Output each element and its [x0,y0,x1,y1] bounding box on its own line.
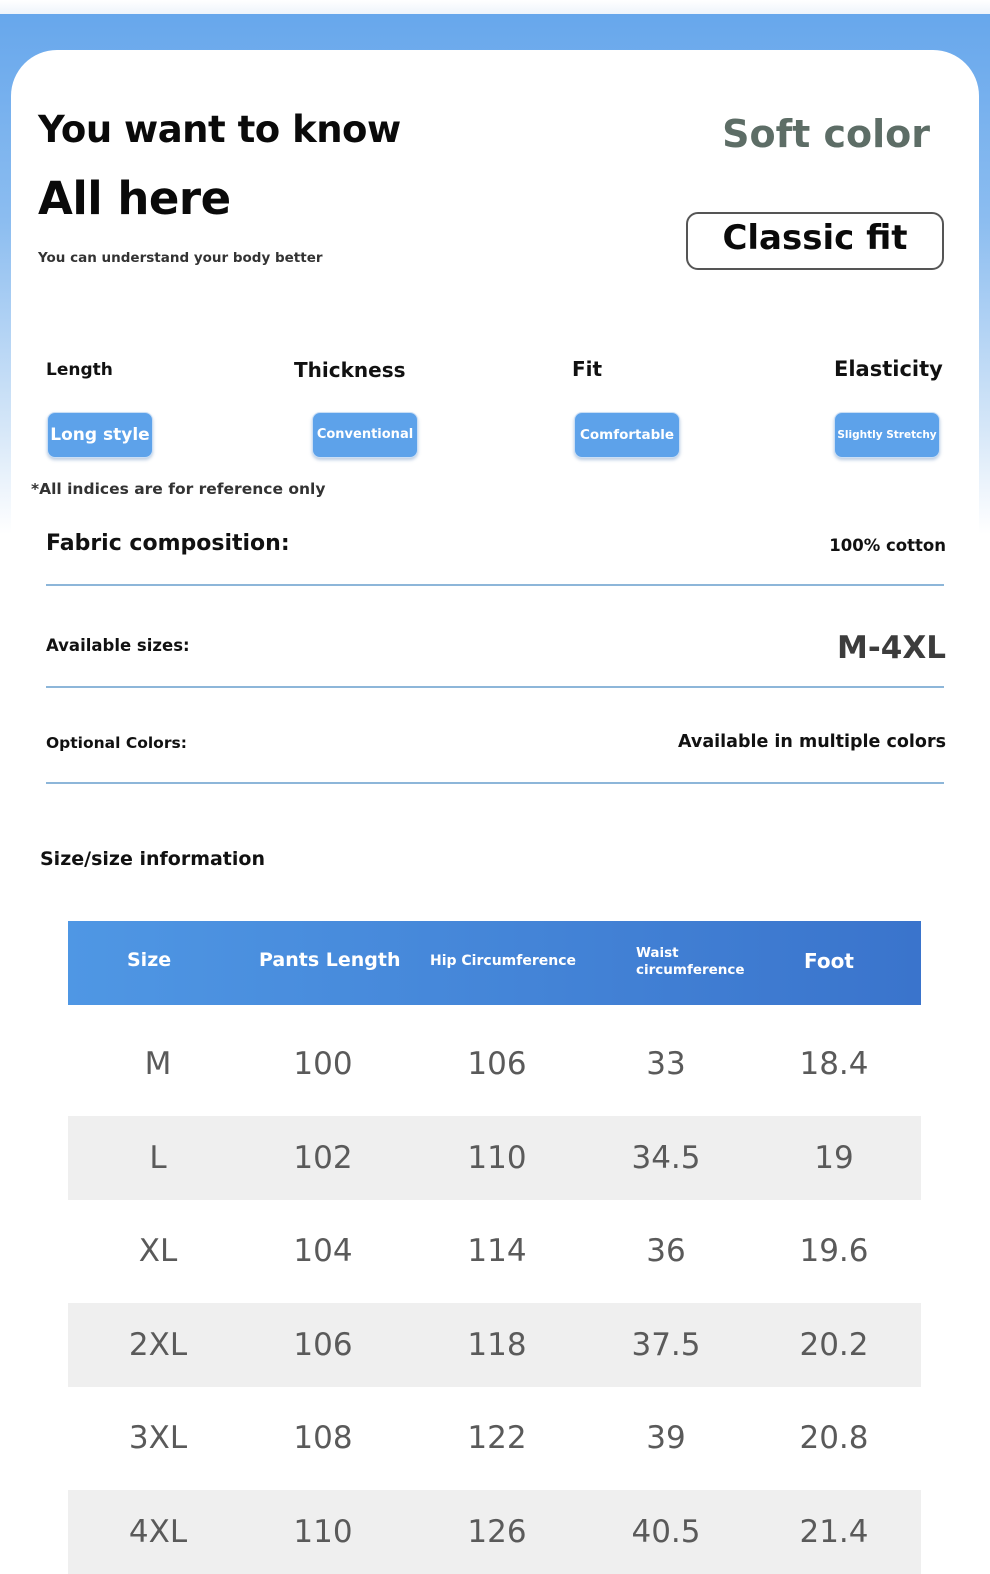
table-row [68,1303,921,1387]
size-section-heading: Size/size information [40,848,265,870]
cell-foot: 21.4 [799,1514,869,1550]
col-header-foot: Foot [804,949,854,973]
cell-hip: 110 [467,1139,527,1176]
table-row [68,1209,921,1293]
attr-value-fit: Comfortable [574,412,680,458]
title-line-1: You want to know [38,108,401,151]
cell-pants-length: 106 [293,1326,353,1363]
cell-size: XL [138,1233,178,1270]
cell-waist: 37.5 [631,1326,701,1363]
cell-size: 4XL [128,1514,188,1550]
top-strip [0,0,990,14]
divider [46,584,944,586]
table-row [68,1022,921,1106]
size-table-header [68,921,921,1005]
cell-pants-length: 104 [293,1233,353,1270]
detail-value-colors: Available in multiple colors [678,732,946,752]
cell-foot: 20.8 [799,1420,869,1457]
fit-badge: Classic fit [686,212,944,270]
attr-label-fit: Fit [572,357,603,381]
attr-label-elasticity: Elasticity [834,357,943,381]
cell-waist: 34.5 [631,1139,701,1176]
attr-label-thickness: Thickness [294,358,406,382]
cell-waist: 33 [646,1046,686,1082]
cell-waist: 39 [646,1420,686,1457]
reference-note: *All indices are for reference only [31,480,326,498]
cell-size: 3XL [128,1420,188,1457]
divider [46,686,944,688]
cell-hip: 126 [467,1514,527,1550]
cell-foot: 20.2 [799,1326,869,1363]
col-header-waist: Waist circumference [636,945,745,978]
table-row [68,1116,921,1200]
table-row [68,1396,921,1480]
attr-value-elasticity: Slightly Stretchy [834,412,940,458]
detail-value-fabric: 100% cotton [829,536,946,555]
cell-foot: 18.4 [799,1046,869,1082]
cell-pants-length: 110 [293,1514,353,1550]
cell-pants-length: 102 [293,1139,353,1176]
cell-waist: 36 [646,1233,686,1270]
detail-value-sizes: M-4XL [837,630,946,666]
title-line-2: All here [38,172,231,225]
cell-size: L [149,1139,167,1176]
detail-label-fabric: Fabric composition: [46,531,290,556]
cell-foot: 19.6 [799,1233,869,1270]
cell-hip: 106 [467,1046,527,1082]
col-header-size: Size [127,949,172,971]
detail-label-sizes: Available sizes: [46,636,190,655]
attr-label-length: Length [46,360,113,380]
cell-hip: 122 [467,1420,527,1457]
cell-size: 2XL [128,1326,188,1363]
tagline-soft-color: Soft color [722,112,930,156]
subtitle: You can understand your body better [38,250,323,266]
cell-waist: 40.5 [631,1514,701,1550]
cell-hip: 114 [467,1233,527,1270]
divider [46,782,944,784]
cell-size: M [144,1046,172,1082]
cell-foot: 19 [814,1139,854,1176]
col-header-hip: Hip Circumference [430,953,576,969]
col-header-pants-length: Pants Length [259,949,401,971]
cell-pants-length: 108 [293,1420,353,1457]
attr-value-length: Long style [47,412,153,458]
cell-hip: 118 [467,1326,527,1363]
table-row [68,1490,921,1574]
attr-value-thickness: Conventional [312,412,418,458]
cell-pants-length: 100 [293,1046,353,1082]
detail-label-colors: Optional Colors: [46,734,187,752]
